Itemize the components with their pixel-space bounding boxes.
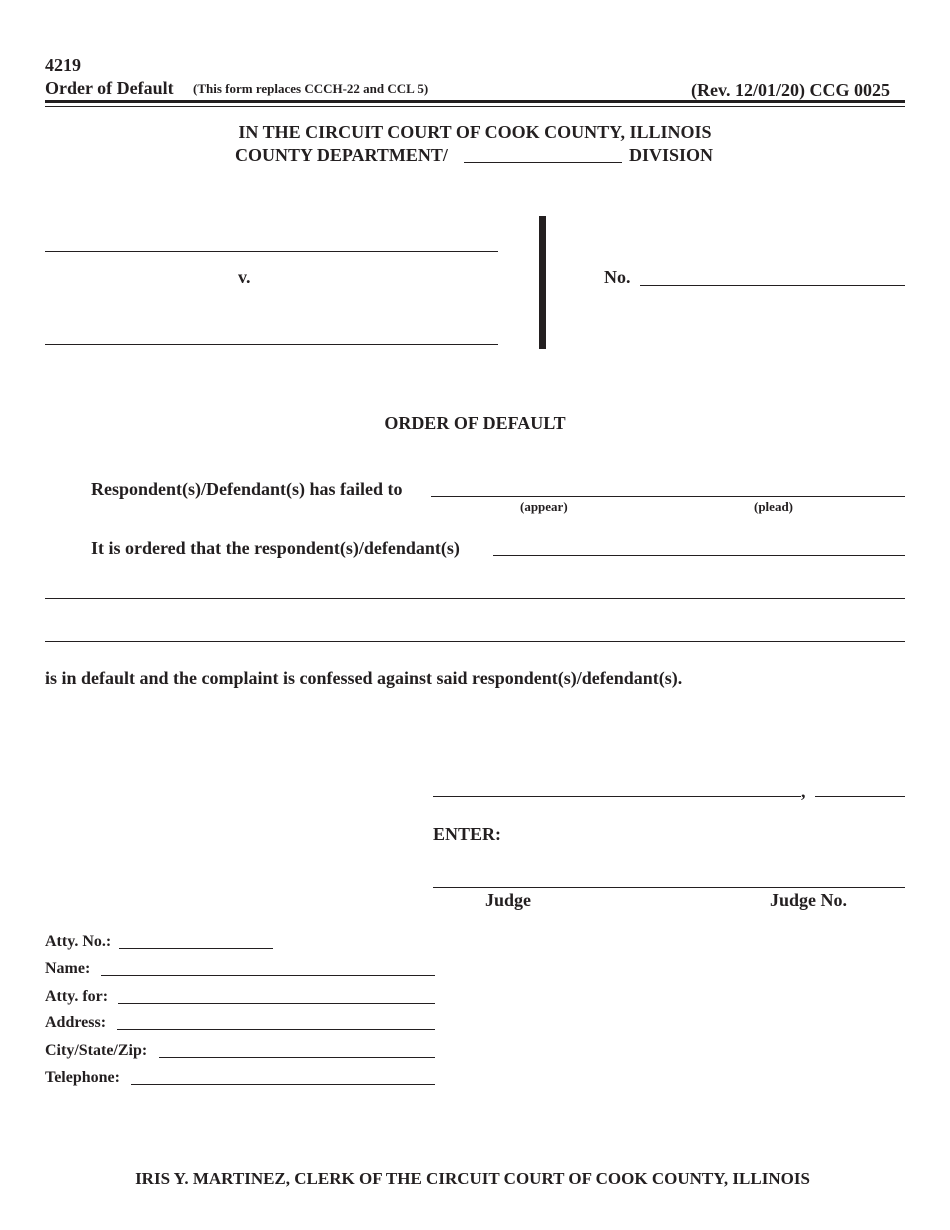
defendant-field[interactable] xyxy=(45,344,498,345)
judge-signature-field[interactable] xyxy=(433,887,905,888)
default-statement: is in default and the complaint is confessed against said respondent(s)/defendant(s). xyxy=(45,668,683,688)
versus-label: v. xyxy=(238,267,251,287)
judge-label: Judge xyxy=(485,890,532,910)
ordered-field-line-3[interactable] xyxy=(45,641,905,642)
revision-label: (Rev. 12/01/20) CCG 0025 xyxy=(691,80,890,100)
name-field[interactable] xyxy=(101,975,435,976)
clerk-footer: IRIS Y. MARTINEZ, CLERK OF THE CIRCUIT COURT OF COOK COUNTY, ILLINOIS xyxy=(135,1169,810,1188)
order-title: ORDER OF DEFAULT xyxy=(384,413,566,433)
division-label: DIVISION xyxy=(629,145,714,165)
enter-label: ENTER: xyxy=(433,824,502,844)
atty-no-label: Atty. No.: xyxy=(45,933,112,950)
judge-no-label: Judge No. xyxy=(770,890,848,910)
case-number-field[interactable] xyxy=(640,285,905,286)
case-number-label: No. xyxy=(604,267,631,287)
court-heading: IN THE CIRCUIT COURT OF COOK COUNTY, ILLINOIS xyxy=(238,122,712,142)
form-number: 4219 xyxy=(45,55,81,75)
address-field[interactable] xyxy=(117,1029,435,1030)
date-comma: , xyxy=(801,781,806,801)
atty-for-label: Atty. for: xyxy=(45,988,109,1005)
ordered-label: It is ordered that the respondent(s)/defendant(s) xyxy=(91,538,460,558)
failed-to-label: Respondent(s)/Defendant(s) has failed to xyxy=(91,479,403,499)
date-field[interactable] xyxy=(433,796,801,797)
caption-divider xyxy=(539,216,546,349)
county-department-label: COUNTY DEPARTMENT/ xyxy=(235,145,448,165)
telephone-field[interactable] xyxy=(131,1084,435,1085)
header-rule-thin xyxy=(45,106,905,107)
name-label: Name: xyxy=(45,960,91,977)
replaces-note: (This form replaces CCCH-22 and CCL 5) xyxy=(193,81,429,96)
address-label: Address: xyxy=(45,1014,107,1031)
year-field[interactable] xyxy=(815,796,905,797)
plaintiff-field[interactable] xyxy=(45,251,498,252)
form-title: Order of Default xyxy=(45,78,174,98)
atty-no-field[interactable] xyxy=(119,948,273,949)
telephone-label: Telephone: xyxy=(45,1069,120,1086)
city-state-zip-field[interactable] xyxy=(159,1057,435,1058)
appear-option[interactable]: (appear) xyxy=(520,499,568,514)
atty-for-field[interactable] xyxy=(118,1003,435,1004)
ordered-field-line-2[interactable] xyxy=(45,598,905,599)
ordered-field[interactable] xyxy=(493,555,905,556)
plead-option[interactable]: (plead) xyxy=(754,499,793,514)
city-state-zip-label: City/State/Zip: xyxy=(45,1042,148,1059)
division-field[interactable] xyxy=(464,162,622,163)
header-rule-thick xyxy=(45,100,905,103)
failed-to-field[interactable] xyxy=(431,496,905,497)
